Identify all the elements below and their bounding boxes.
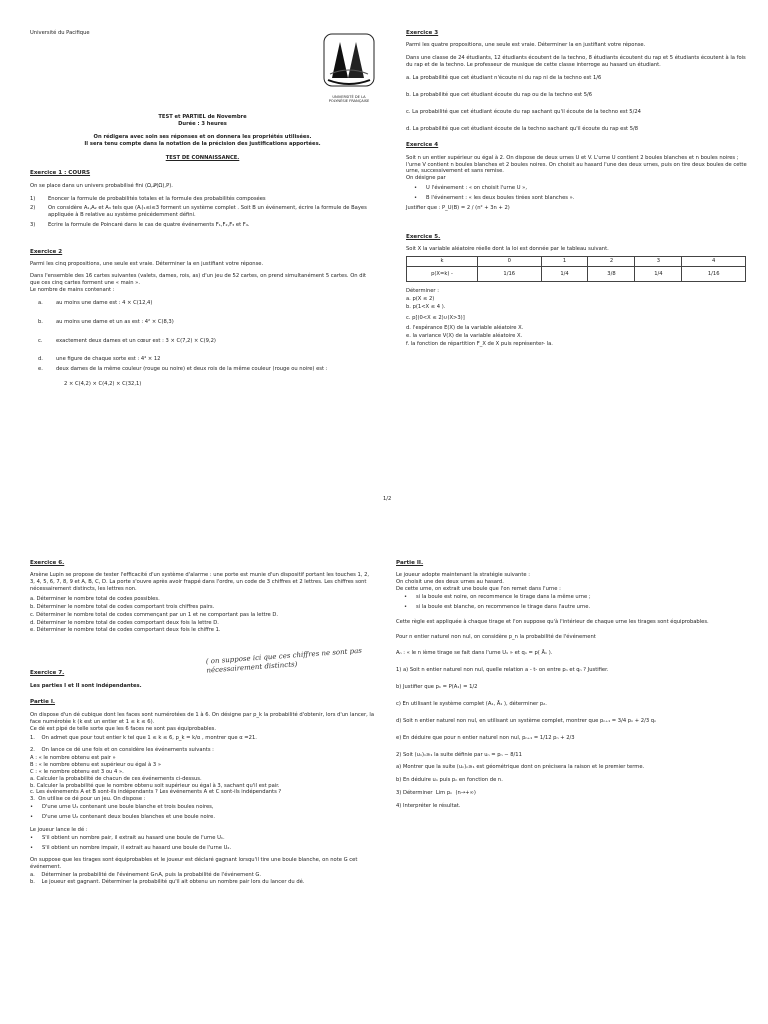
item-text: au moins une dame est : 4 × C(12,4) — [56, 299, 153, 306]
item-text: exactement deux dames et un cœur est : 3 × C(7,2) × C(9,2) — [56, 337, 216, 344]
instruction-2: Il sera tenu compte dans la notation de la précision des justifications apportées. — [84, 140, 321, 147]
item-text: Ecrire la formule de Poincaré dans le cas de quatre événements F₁,F₂,F₃ et F₄. — [48, 222, 250, 229]
item-text: une figure de chaque sorte est : 4⁴ × 12 — [56, 356, 161, 363]
exercise-2-item — [38, 366, 375, 373]
table-cell: 1/4 — [635, 267, 682, 282]
event-line: A : « le nombre obtenu est pair » — [30, 755, 116, 762]
exercise-2-item — [38, 338, 375, 345]
part-2-question: e) En déduire que pour n entier naturel non nul, pₙ₊₁ = 1/12 pₙ + 2/3 — [396, 734, 575, 741]
bullet-icon: • — [404, 593, 408, 600]
bullet-text: S'il obtient un nombre pair, il extrait au hasard une boule de l'urne U₁. — [42, 834, 225, 841]
table-cell: 3 — [635, 257, 682, 267]
table-cell: 1/16 — [478, 267, 542, 282]
exercise-4-justify: Justifier que : P_U(B) = 2 / (n² + 3n + 2) — [406, 204, 510, 211]
bullet-text: U l'événement : « on choisit l'urne U », — [426, 185, 527, 192]
urn-bullet — [30, 814, 375, 821]
item-number: 2) — [30, 205, 36, 212]
item-number: 1) — [30, 195, 36, 202]
part-2-text: Le joueur adopte maintenant la stratégie suivante : On choisit une des deux urnes au hasard. De cette urne, on extrait une boule que l'on remet dans l'urne : — [396, 572, 561, 593]
table-cell: k — [407, 257, 478, 267]
exercise-6-item: a. Déterminer le nombre total de codes possibles. — [30, 595, 160, 602]
instruction-1: On rédigera avec soin ses réponses et on donnera les propriétés utilisées. — [93, 133, 312, 140]
exercise-5-title: Exercice 5. — [406, 233, 441, 240]
exercise-2-text: Dans l'ensemble des 16 cartes suivantes (valets, dames, rois, as) d'un jeu de 52 cartes, on prend simultanément 5 cartes. On dit que ces cinq cartes forment une « main ». Le nombre de mains contenant : — [30, 273, 366, 293]
part-1-q1: 1. On admet que pour tout entier k tel que 1 ≤ k ≤ 6, p_k = k/α , montrer que α =21. — [30, 735, 257, 742]
bullet-text: S'il obtient un nombre impair, il extrait au hasard une boule de l'urne U₂. — [42, 844, 232, 851]
part-1-title: Partie I. — [30, 699, 56, 706]
bullet-icon: • — [414, 185, 418, 192]
part-2-question: c) En utilisant le système complet (A₁, Ā₁ ), déterminer p₂. — [396, 700, 547, 707]
part-2-question: a) Montrer que la suite (uₙ)ₙ≥₁ est géométrique dont on précisera la raison et le premier terme. — [396, 764, 645, 771]
part-2-question: 1) a) Soit n entier naturel non nul, quelle relation a - t- on entre pₙ et qₙ ? Justifier. — [396, 667, 609, 674]
part-1-q2: 2. On lance ce dé une fois et on considère les événements suivants : — [30, 747, 214, 754]
item-letter: b. — [38, 318, 43, 325]
part-2-title: Partie II. — [396, 560, 424, 566]
page2-left-column — [30, 560, 375, 886]
exercise-5-item: f. la fonction de répartition F_X de X puis représenter- la. — [406, 341, 553, 348]
exercise-3-text: Dans une classe de 24 étudiants, 12 étudiants écoutent de la techno, 8 étudiants écoutent du rap et 5 étudiants écoutent à la fois du rap et de la techno. Le professeur de musique de cette classe interroge au hasard un étudiant. — [406, 55, 748, 69]
exercise-2-formula: 2 × C(4,2) × C(4,2) × C(32,1) — [64, 381, 142, 388]
exercise-5-item: a. p(X ≤ 2) — [406, 295, 435, 302]
exercise-4-bullet — [414, 195, 751, 202]
university-logo — [318, 30, 380, 106]
item-number: 3) — [30, 222, 36, 229]
part-2-rule: Cette règle est appliquée à chaque tirage et l'on suppose qu'à l'intérieur de chaque urne les tirages sont équiprobables. — [396, 618, 709, 625]
exercise-7-intro: Les parties I et II sont indépendantes. — [30, 682, 142, 689]
bullet-text: si la boule est blanche, on recommence le tirage dans l'autre urne. — [416, 603, 591, 610]
probability-table — [406, 256, 746, 282]
bullet-icon: • — [30, 844, 34, 851]
part-2-definition: Pour n entier naturel non nul, on considère p_n la probabilité de l'événement — [396, 633, 596, 640]
exercise-1-item — [30, 205, 375, 219]
final-question: a. Déterminer la probabilité de l'événement G∩A, puis la probabilité de l'événement G. — [30, 872, 262, 879]
bullet-icon: • — [30, 814, 34, 821]
table-cell: 0 — [478, 257, 542, 267]
exam-header — [30, 114, 375, 391]
exercise-2-item — [38, 300, 375, 307]
part-2-question: 4) Interpréter le résultat. — [396, 802, 461, 809]
item-text: Enoncer la formule de probabilités totales et la formule des probabilités composées — [48, 195, 266, 202]
bullet-icon: • — [404, 603, 408, 610]
exercise-1-title: Exercice 1 : COURS — [30, 170, 91, 177]
event-line: C : « le nombre obtenu est 3 ou 4 ». — [30, 768, 124, 775]
table-cell: 2 — [588, 257, 635, 267]
exercise-2-item — [38, 356, 375, 363]
logo-caption-line1: UNIVERSITÉ DE LA — [332, 94, 366, 99]
exam-duration: Durée : 3 heures — [178, 120, 227, 127]
bullet-icon: • — [30, 804, 34, 811]
exercise-2-item — [38, 319, 375, 326]
logo-caption-line2: POLYNÉSIE FRANÇAISE — [328, 99, 370, 104]
table-cell: 1/16 — [682, 267, 746, 282]
exercise-6-item: e. Déterminer le nombre total de codes comportant deux fois le chiffre 1. — [30, 627, 221, 634]
final-question: b. Le joueur est gagnant. Déterminer la probabilité qu'il ait obtenu un nombre pair lors du lancer du dé. — [30, 879, 305, 886]
part-2-question: b) En déduire uₙ puis pₙ en fonction de n. — [396, 777, 503, 784]
exam-title: TEST et PARTIEL de Novembre — [158, 114, 247, 120]
table-row-k — [407, 257, 746, 267]
item-text: On considère A₁,A₂ et A₃ tels que (Aᵢ)₁≤i≤3 forment un système complet . Soit B un événement, écrire la formule de Bayes appliquée à B relative au système précédemment défini. — [48, 205, 369, 219]
bullet-text: D'une urne U₁ contenant une boule blanche et trois boules noires, — [42, 804, 214, 811]
exercise-5-item: b. p(1<X ≤ 4 ). — [406, 303, 446, 310]
table-cell: 1 — [541, 257, 588, 267]
bullet-text: D'une urne U₂ contenant deux boules blanches et une boule noire. — [42, 814, 215, 821]
table-cell: 1/4 — [541, 267, 588, 282]
item-letter: a. — [38, 299, 43, 306]
exercise-6-text: Arsène Lupin se propose de tester l'efficacité d'un système d'alarme : une porte est munie d'un dispositif portant les touches 1, 2, 3, 4, 5, 6, 7, 8, 9 et A, B, C, D. La porte s'ouvre après avoir frappé dans l'ordre, un code de 3 chiffres et 2 lettres. Les chiffres sont nécessairement distincts, les lettres non. — [30, 572, 371, 593]
exercise-1-intro: On se place dans un univers probabilisé fini (Ω,𝒫(Ω),P). — [30, 182, 173, 189]
page2-right-column — [396, 560, 746, 816]
logo-caption — [318, 95, 380, 104]
exercise-3-intro: Parmi les quatre propositions, une seule est vraie. Déterminer la en justifiant votre réponse. — [406, 42, 646, 49]
part-1-text: On dispose d'un dé cubique dont les faces sont numérotées de 1 à 6. On désigne par p_k la probabilité d'obtenir, lors d'un lancer, la face numérotée k (k est un entier et 1 ≤ k ≤ 6). Ce dé est pipé de telle sorte que les 6 faces ne sont pas équiprobables. — [30, 711, 374, 732]
table-cell: 4 — [682, 257, 746, 267]
part-2-bullet — [404, 594, 746, 601]
q2-item: a. Calculer la probabilité de chacun de ces événements ci-dessus. — [30, 775, 202, 782]
exercise-6-item: b. Déterminer le nombre total de codes comportant trois chiffres pairs. — [30, 603, 215, 610]
part-2-definition-2: Aₙ : « le n ième tirage se fait dans l'urne U₁ » et qₙ = p( Āₙ ). — [396, 650, 553, 657]
item-letter: e. — [38, 366, 43, 373]
exercise-6-title: Exercice 6. — [30, 560, 65, 566]
item-letter: c. — [38, 337, 43, 344]
bullet-text: si la boule est noire, on recommence le tirage dans la même urne ; — [416, 593, 591, 600]
exercise-1-item — [30, 196, 375, 203]
exercise-5-determine: Déterminer : — [406, 288, 439, 295]
bullet-text: B l'événement : « les deux boules tirées sont blanches ». — [426, 195, 575, 202]
rule-bullet — [30, 845, 375, 852]
table-row-p — [407, 267, 746, 282]
exercise-3-option: d. La probabilité que cet étudiant écoute de la techno sachant qu'il écoute du rap est 5/8 — [406, 125, 639, 132]
exercise-5-item: c. p[(0<X ≤ 2)∪(X>3)] — [406, 314, 465, 321]
part-2-question: b) Justifier que p₁ = P(A₁) = 1/2 — [396, 684, 478, 691]
exercise-5-item: d. l'espérance E(X) de la variable aléatoire X. — [406, 325, 524, 332]
university-name: Université du Pacifique — [30, 30, 90, 36]
section-title: TEST DE CONNAISSANCE. — [165, 155, 240, 162]
page1-right-column — [406, 30, 751, 349]
exercise-3-option: b. La probabilité que cet étudiant écoute du rap ou de la techno est 5/6 — [406, 91, 593, 98]
rule-intro: Le joueur lance le dé : — [30, 826, 88, 833]
logo-emblem-icon — [318, 30, 380, 92]
exercise-3-option: a. La probabilité que cet étudiant n'écoute ni du rap ni de la techno est 1/6 — [406, 74, 602, 81]
item-text: deux dames de la même couleur (rouge ou noire) et deux rois de la même couleur (rouge ou noire) est : — [56, 366, 328, 373]
exercise-4-title: Exercice 4 — [406, 142, 439, 149]
bullet-icon: • — [414, 195, 418, 202]
table-cell: 3/8 — [588, 267, 635, 282]
handwritten-note: ( on suppose ici que ces chiffres ne sont pas nécessairement distincts) — [205, 646, 363, 675]
exercise-5-intro: Soit X la variable aléatoire réelle dont la loi est donnée par le tableau suivant. — [406, 246, 609, 253]
exercise-3-option: c. La probabilité que cet étudiant écoute du rap sachant qu'il écoute de la techno est 5/24 — [406, 108, 641, 115]
assumption: On suppose que les tirages sont équiprobables et le joueur est déclaré gagnant lorsqu'il tire une boule blanche, on note G cet événement. — [30, 857, 360, 871]
rule-bullet — [30, 835, 375, 842]
part-2-question: 3) Déterminer Lim pₙ (n→+∞) — [396, 790, 476, 797]
bullet-icon: • — [30, 834, 34, 841]
item-text: au moins une dame et un as est : 4² × C(8,3) — [56, 318, 174, 325]
exercise-4-bullet — [414, 185, 751, 192]
table-cell: p(X=k) - — [407, 267, 478, 282]
part-2-question: 2) Soit (uₙ)ₙ≥₁ la suite définie par uₙ = pₙ − 8/11 — [396, 751, 522, 758]
exercise-3-title: Exercice 3 — [406, 30, 439, 36]
exercise-6-item: c. Déterminer le nombre total de codes commençant par un 1 et ne comportant pas la lettre D. — [30, 611, 279, 618]
event-line: B : « le nombre obtenu est supérieur ou égal à 3 » — [30, 762, 161, 769]
exercise-2-intro: Parmi les cinq propositions, une seule est vraie. Déterminer la en justifiant votre réponse. — [30, 261, 264, 268]
page-number: 1/2 — [383, 496, 392, 502]
part-1-q3: 3. On utilise ce dé pour un jeu. On dispose : — [30, 796, 146, 803]
exercise-4-text: Soit n un entier supérieur ou égal à 2. On dispose de deux urnes U et V. L'urne U contient 2 boules blanches et n boules noires ; l'urne V contient n boules blanches et 2 boules noires. On choisit au hasard l'une des deux urnes, puis on tire deux boules de cette urne, successivement et sans remise. On désigne par — [406, 154, 747, 182]
exercise-7-title: Exercice 7. — [30, 670, 65, 677]
exercise-6-item: d. Déterminer le nombre total de codes comportant deux fois la lettre D. — [30, 619, 219, 626]
q2-item: c. Les événements A et B sont-ils indépendants ? Les événements A et C sont-ils indépendants ? — [30, 789, 282, 796]
part-2-bullet — [404, 604, 746, 611]
exercise-1-item — [30, 222, 375, 229]
q2-item: b. Calculer la probabilité que le nombre obtenu soit supérieur ou égal à 3, sachant qu'il est pair. — [30, 782, 280, 789]
urn-bullet — [30, 804, 375, 811]
item-letter: d. — [38, 356, 43, 363]
exercise-5-item: e. la variance V(X) de la variable aléatoire X. — [406, 333, 523, 340]
exercise-2-title: Exercice 2 — [30, 248, 63, 255]
part-2-question: d) Soit n entier naturel non nul, en utilisant un système complet, montrer que pₙ₊₁ = 3/4 pₙ + 2/3 qₙ — [396, 717, 657, 724]
